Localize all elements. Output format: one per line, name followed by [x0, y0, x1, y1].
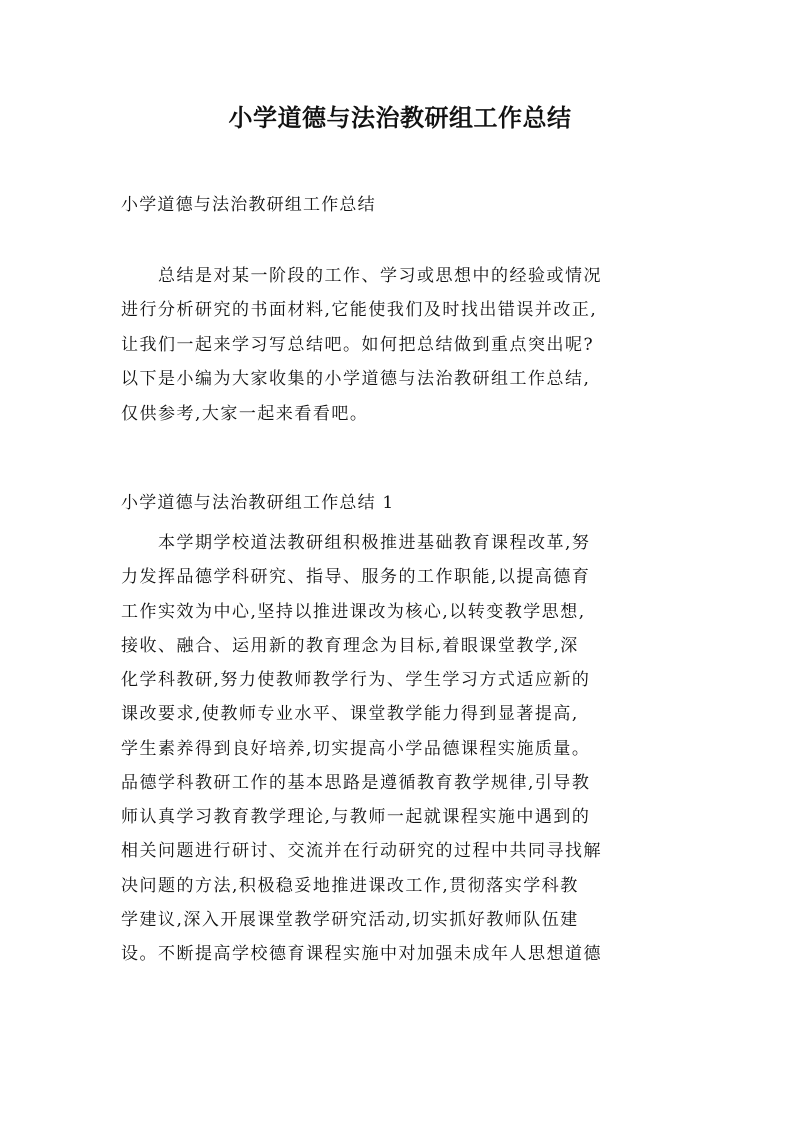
body-line: 相关问题进行研讨、交流并在行动研究的过程中共同寻找解 [121, 841, 602, 862]
intro-line: 以下是小编为大家收集的小学道德与法治教研组工作总结, [121, 369, 591, 390]
body-line: 设。不断提高学校德育课程实施中对加强未成年人思想道德 [121, 944, 602, 964]
body-line: 课改要求,使教师专业水平、课堂教学能力得到显著提高, [121, 704, 579, 725]
document-subtitle: 小学道德与法治教研组工作总结 [121, 195, 376, 215]
body-line: 化学科教研,努力使教师教学行为、学生学习方式适应新的 [121, 670, 591, 690]
intro-line: 让我们一起来学习写总结吧。如何把总结做到重点突出呢? [121, 334, 595, 355]
document-title: 小学道德与法治教研组工作总结 [228, 104, 572, 132]
intro-paragraph [121, 259, 691, 431]
body-line: 本学期学校道法教研组积极推进基础教育课程改革,努 [121, 533, 591, 553]
body-line: 师认真学习教育教学理论,与教师一起就课程实施中遇到的 [121, 807, 591, 827]
body-line: 接收、融合、运用新的教育理念为目标,着眼课堂教学,深 [121, 635, 579, 656]
intro-line: 总结是对某一阶段的工作、学习或思想中的经验或情况 [121, 266, 602, 286]
body-line: 学生素养得到良好培养,切实提高小学品德课程实施质量。 [121, 738, 591, 759]
body-line: 力发挥品德学科研究、指导、服务的工作职能,以提高德育 [121, 567, 591, 588]
intro-line: 仅供参考,大家一起来看看吧。 [121, 403, 369, 424]
body-line: 学建议,深入开展课堂教学研究活动,切实抓好教师队伍建 [121, 909, 579, 930]
intro-line: 进行分析研究的书面材料,它能使我们及时找出错误并改正, [121, 300, 598, 321]
body-line: 品德学科教研工作的基本思路是遵循教育教学规律,引导教 [121, 772, 591, 793]
body-line: 工作实效为中心,坚持以推进课改为核心,以转变教学思想, [121, 601, 586, 622]
body-line: 决问题的方法,积极稳妥地推进课改工作,贯彻落实学科教 [121, 875, 579, 896]
body-paragraph [121, 526, 691, 971]
section-heading: 小学道德与法治教研组工作总结 1 [121, 493, 395, 513]
